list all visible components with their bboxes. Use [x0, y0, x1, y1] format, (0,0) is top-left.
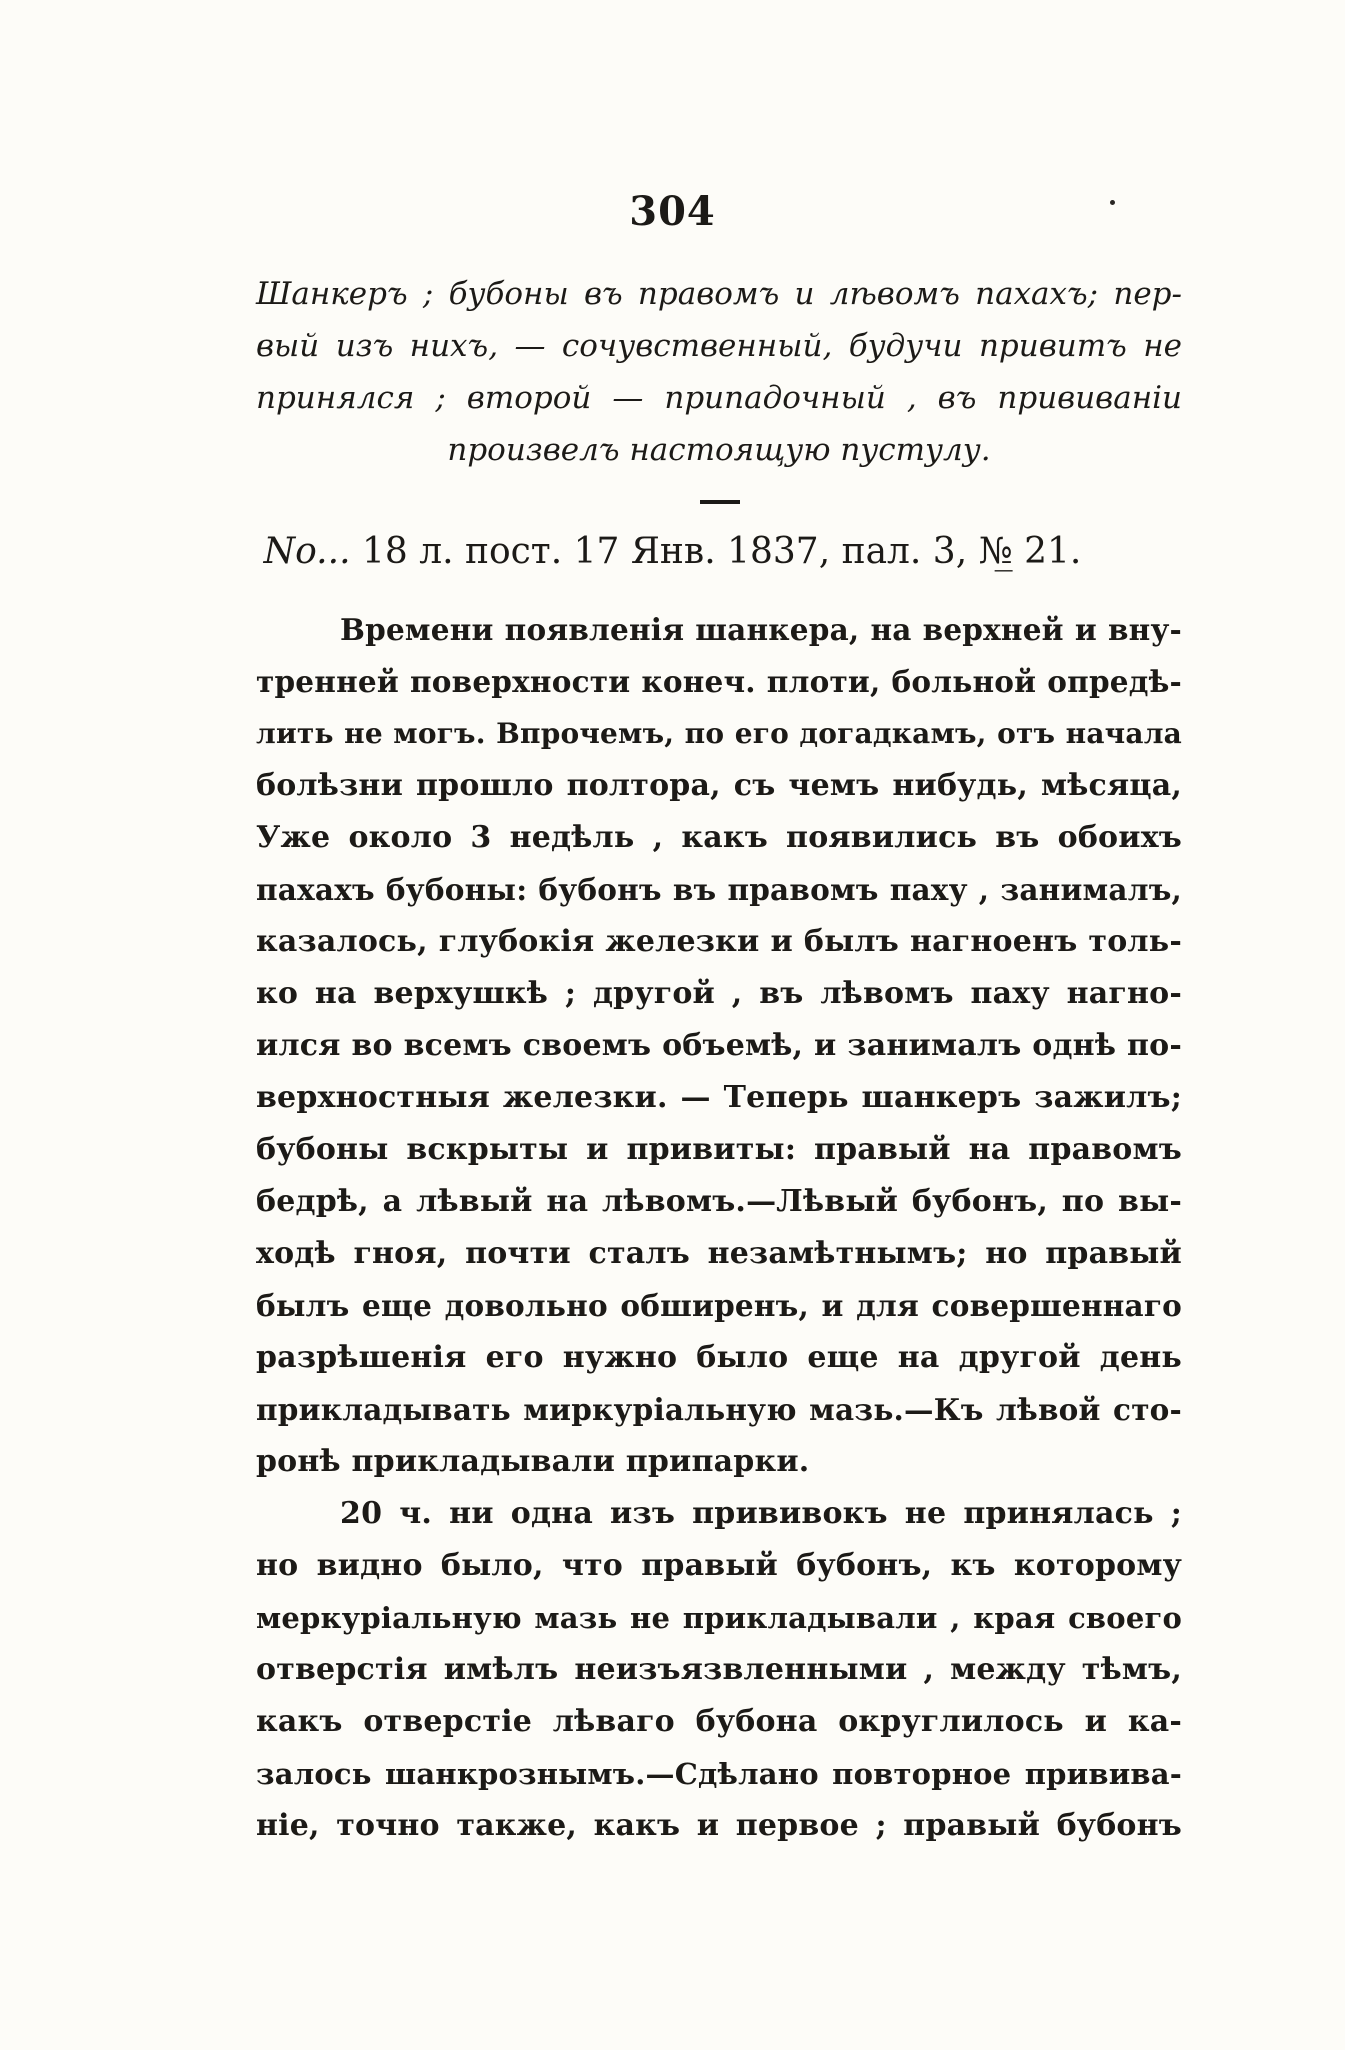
body-line: прикладывать миркуріальную мазь.—Къ лѣвой сто-: [256, 1392, 1182, 1427]
body-line: Уже около 3 недѣль , какъ появились въ обоихъ: [256, 820, 1182, 855]
body-line: былъ еще довольно обширенъ, и для совершеннаго: [256, 1288, 1182, 1323]
body-line: бубоны вскрыты и привиты: правый на правомъ: [256, 1132, 1182, 1167]
body-line: меркуріальную мазь не прикладывали , края своего: [256, 1601, 1182, 1635]
heading-line-1: Шанкеръ ; бубоны въ правомъ и лѣвомъ пахахъ; пер-: [256, 276, 1182, 312]
body-line: ніе, точно также, какъ и первое ; правый бубонъ: [256, 1808, 1182, 1843]
case-number-label: No...: [263, 531, 351, 572]
body-line: ко на верхушкѣ ; другой , въ лѣвомъ паху нагно-: [256, 976, 1182, 1011]
body-line: тренней поверхности конеч. плоти, больной опредѣ-: [256, 664, 1182, 699]
case-details: 18 л. пост. 17 Янв. 1837, пал. 3, №̲ 21.: [350, 531, 1082, 572]
body-line: Времени появленія шанкера, на верхней и вну-: [340, 612, 1182, 647]
page-number: 304: [629, 188, 716, 235]
ink-dot: [1110, 200, 1115, 205]
case-line: [0, 524, 1345, 580]
body-line: отверстія имѣлъ неизъязвленными , между тѣмъ,: [256, 1652, 1182, 1687]
body-line: казалось, глубокія железки и былъ нагноенъ толь-: [256, 924, 1182, 959]
body-line: 20 ч. ни одна изъ прививокъ не принялась ;: [340, 1496, 1182, 1531]
body-line: пахахъ бубоны: бубонъ въ правомъ паху , занималъ,: [256, 872, 1182, 907]
body-line: ходѣ гноя, почти сталъ незамѣтнымъ; но правый: [256, 1236, 1182, 1271]
section-rule: [700, 500, 740, 504]
body-line: бедрѣ, а лѣвый на лѣвомъ.—Лѣвый бубонъ, по вы-: [256, 1184, 1182, 1219]
body-line: но видно было, что правый бубонъ, къ которому: [256, 1548, 1182, 1583]
heading-line-2: вый изъ нихъ, — сочувственный, будучи привитъ не: [256, 328, 1182, 364]
body-line: болѣзни прошло полтора, съ чемъ нибудь, мѣсяца,: [256, 768, 1182, 803]
body-line: какъ отверстіе лѣваго бубона округлилось и ка-: [256, 1704, 1182, 1739]
body-line: разрѣшенія его нужно было еще на другой день: [256, 1340, 1182, 1375]
body-line: ронѣ прикладывали припарки.: [256, 1444, 810, 1479]
body-line: лить не могъ. Впрочемъ, по его догадкамъ, отъ начала: [256, 717, 1182, 750]
body-line: залось шанкрознымъ.—Сдѣлано повторное привива-: [256, 1757, 1182, 1791]
body-line: верхностныя железки. — Теперь шанкеръ зажилъ;: [256, 1080, 1182, 1115]
heading-line-3: принялся ; второй — припадочный , въ прививаніи: [256, 380, 1182, 416]
heading-line-4: произвелъ настоящую пустулу.: [447, 432, 991, 468]
body-line: ился во всемъ своемъ объемѣ, и занималъ однѣ по-: [256, 1028, 1182, 1063]
